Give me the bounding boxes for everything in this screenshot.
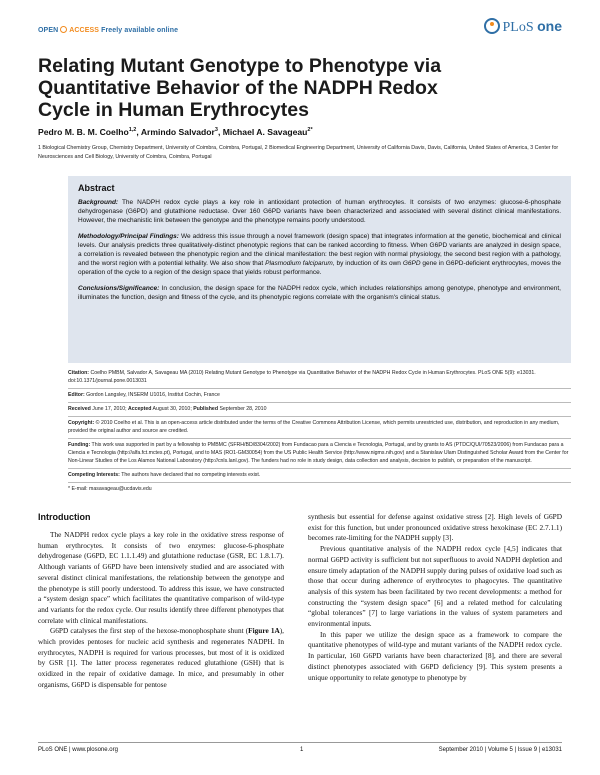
meta-text: The authors have declared that no competing interests exist. [119,472,261,478]
freely-available-label: Freely available online [101,27,179,34]
introduction-heading: Introduction [38,512,91,522]
editor [68,389,571,403]
paragraph-text: G6PD catalyses the first step of the hexose-monophosphate shunt ( [50,626,249,636]
abstract-heading: Abstract [78,183,115,193]
author-affiliation-mark: 1,2 [128,127,137,134]
footer-journal: PLoS ONE | www.plosone.org [38,747,118,753]
meta-text: © 2010 Coelho et al. This is an open-access article distributed under the terms of the Creative Commons Attribution License, which permits unrestricted use, distribution, and reproduction in any medium, provided the original author and source are credited. [68,420,560,434]
paragraph: Previous quantitative analysis of the NADPH redox cycle [4,5] indicates that normal G6PD activity is sufficient but not superfluous to avoid NADPH depletion and ensure timely adaptation of the NADPH supply during pulses of oxidative load such as those that occur during adherence of erythrocytes to phagocytes. The quantitative analysis of this system has been facilitated by two recent developments: a method for constructing the “system design space” [6] and a related method for calculating “global tolerances” [7] to large variations in the values of system parameters and environmental inputs. [308,544,562,629]
plos-logo-icon [484,18,500,34]
meta-text: August 30, 2010; [151,406,194,412]
funding [68,439,571,469]
meta-label: Editor: [68,392,85,398]
meta-text: Coelho PMBM, Salvador A, Savageau MA (2010) Relating Mutant Genotype to Phenotype via Quantitative Behavior of the NADPH Redox Cycle in Human Erythrocytes. PLoS ONE 5(9): e13031. doi:10.1371/journal.pone.0013031 [68,370,536,384]
author-name: Pedro M. B. M. Coelho [38,127,129,137]
section-text: gene in G6PD-deficient erythrocytes, moves the operation of the cycle to a region of the design space that yields robust performance. [78,260,561,276]
section-label: Background: [78,199,119,206]
meta-label: Funding: [68,442,91,448]
meta-label: Accepted [128,406,152,412]
meta-label: Received [68,406,91,412]
figure-reference: Figure 1A [248,626,280,636]
logo-prefix: PLoS [502,20,534,35]
gene-name: G6PD [402,260,421,267]
author-list: Pedro M. B. M. Coelho$^{1,2}$, Armindo Salvador$^3$, Michael A. Savageau$^{2*}$ [38,127,313,137]
section-text: , by induction of its own [332,260,403,267]
section-label: Conclusions/Significance: [78,285,160,292]
meta-label: Published [193,406,218,412]
meta-text: September 28, 2010 [218,406,267,412]
body-column-right [308,512,562,683]
meta-label: Citation: [68,370,90,376]
paragraph: synthesis but essential for defense against oxidative stress [2]. High levels of G6PD exist for this function, but under pronounced oxidative stress hexokinase (EC 2.7.1.1) becomes rate-limiting for the NADPH supply [3]. [308,512,562,543]
author-name: Michael A. Savageau [222,127,308,137]
article-title: Relating Mutant Genotype to Phenotype via Quantitative Behavior of the NADPH Redox Cycle in Human Erythrocytes [38,55,442,121]
page-number: 1 [300,747,304,753]
plos-one-logo [484,18,562,36]
meta-text: This work was supported in part by a fellowship to PMBMC (SFRH/BD/8304/2002) from Fundacao para a Ciencia e Tecnologia, Portugal, and by grants to AS (PTDC/QUI/70523/2006) from Fundacao para a Ciencia e Tecnologia (http://alfa.fct.mctes.pt), Portugal, and to MAS (RO1-GM30054) from the US Public Health Service (http://www.nigms.nih.gov) and a Stanislaw Ulam Distinguished Scholar Award from the Center for Non-Linear Studies of the Los Alamos National Laboratory (http://cnls.lanl.gov). The funders had no role in study design, data collection and analysis, decision to publish, or preparation of the manuscript. [68,442,569,464]
logo-suffix: one [537,18,562,34]
author-affiliation-mark: 2* [307,127,313,134]
section-text: We address this issue through a novel framework (design space) that integrates information at the genetic, biochemical and clinical levels. Our analysis predicts three qualitatively-distinct phenotypic regions that can be ranked according to fitness. When G6PD variants are analyzed in design space, a correlation is revealed between the phenotypic region and the clinical manifestation: the best region with normal physiology, the second best region with a pathology, and the worst region with a potential lethality. We also show that [78,233,561,267]
paragraph: The NADPH redox cycle plays a key role in the oxidative stress response of human erythrocytes. It consists of two enzymes: glucose-6-phosphate dehydrogenase (G6PD, EC 1.1.1.49) and glutathione reductase (GSR, EC 1.8.1.7). Although variants of G6PD have been intensively studied and are associated with several distinct clinical manifestations, the relationship between the genotype and the phenotype is still poorly understood. To address this issue, we have constructed a “system design space” which facilitates the quantitative comparison of wild-type and variants for the redox cycle. Our results identify three different phenotypes that correlate with clinical manifestations. [38,530,284,625]
footer-issue: September 2010 | Volume 5 | Issue 9 | e13031 [438,747,562,753]
journal-header [38,18,562,46]
author-affiliation-mark: 3 [214,127,218,134]
section-label: Methodology/Principal Findings: [78,233,179,240]
competing-interests [68,469,571,483]
meta-text: June 17, 2010; [90,406,129,412]
abstract-background [78,198,561,225]
article-metadata [68,367,571,496]
paragraph: In this paper we utilize the design space as a framework to compare the quantitative phenotypes of wild-type and mutant variants of the NADPH redox cycle. In particular, 160 G6PD variants have been characterized [8], and there are several distinct phenotypes associated with G6PD deficiency [9]. This system presents a unique opportunity to relate genotype to phenotype by [308,629,562,682]
open-label: OPEN [38,27,59,34]
paragraph [38,626,284,690]
abstract-conclusions [78,284,561,302]
abstract-box [68,176,571,363]
body-column-left [38,530,284,691]
access-label: ACCESS [69,27,100,34]
open-access-banner [38,26,178,34]
dates [68,403,571,417]
species-name: Plasmodium falciparum [265,260,333,267]
citation [68,367,571,389]
corresponding-email: * E-mail: masavageau@ucdavis.edu [68,486,152,492]
affiliations: 1 Biological Chemistry Group, Chemistry Department, University of Coimbra, Coimbra, Portugal, 2 Biomedical Engineering Department, University of California Davis, Davis, California, United States of America, 3 Center for Neurosciences and Cell Biology, University of Coimbra, Coimbra, Portugal [38,145,559,160]
copyright [68,417,571,439]
meta-text: Gordon Langsley, INSERM U1016, Institut Cochin, France [84,392,220,398]
paragraph-text: ), which provides pentoses for nucleic acid synthesis and regenerates NADPH. In erythrocytes, NADPH is required for various processes, but most of it is oxidized by GSR [1]. The latter process regenerates reduced glutathione (GSH) that is oxidized in the repair of oxidative damage. In mice, and presumably in other organisms, G6PD is dispensable for pentose [38,626,285,689]
meta-label: Copyright: [68,420,95,426]
section-text: The NADPH redox cycle plays a key role in antioxidant protection of human erythrocytes. It consists of two enzymes: glucose-6-phosphate dehydrogenase (G6PD) and glutathione reductase. Over 160 G6PD variants have been characterized and associated with several distinct clinical manifestations. However, the mechanistic link between the genotype and the phenotype remains poorly understood. [78,199,561,224]
meta-label: Competing Interests: [68,472,120,478]
abstract-methodology [78,232,561,277]
page-footer [38,742,562,760]
open-access-lock-icon [60,26,67,33]
author-name: Armindo Salvador [140,127,215,137]
section-text: In conclusion, the design space for the NADPH redox cycle, which includes relationships among genotype, phenotype and environment, illuminates the function, design and fitness of the cycle, and its phenotypic regions correlate with the organism's clinical status. [78,285,561,301]
